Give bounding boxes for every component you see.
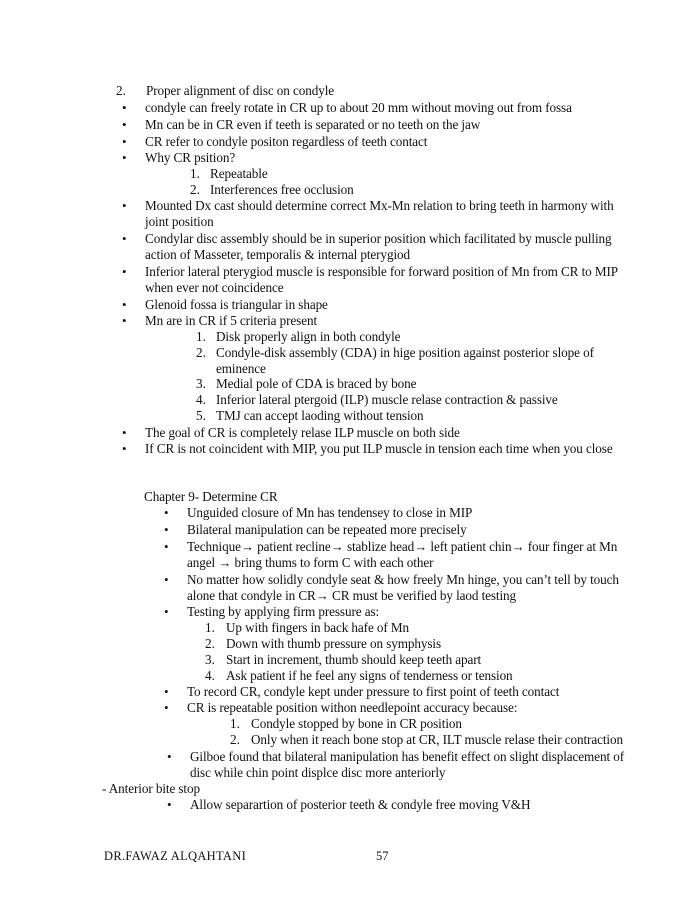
text-line: Gilboe found that bilateral manipulation has benefit effect on slight displacement of xyxy=(190,749,625,764)
text-line: If CR is not coincident with MIP, you put ILP muscle in tension each time when you close xyxy=(145,441,613,456)
list-number: 1. xyxy=(230,716,240,731)
list-number: 1. xyxy=(190,166,200,181)
bullet-marker: • xyxy=(122,100,127,115)
text-line: Mn can be in CR even if teeth is separated or no teeth on the jaw xyxy=(145,117,481,132)
text-line: - Anterior bite stop xyxy=(102,781,200,796)
list-number: 3. xyxy=(205,652,215,667)
text-line: TMJ can accept laoding without tension xyxy=(216,408,424,423)
text-line: Interferences free occlusion xyxy=(210,182,354,197)
text-line: Down with thumb pressure on symphysis xyxy=(226,636,441,651)
bullet-marker: • xyxy=(167,749,172,764)
bullet-marker: • xyxy=(122,297,127,312)
bullet-marker: • xyxy=(122,425,127,440)
text-line: Only when it reach bone stop at CR, ILT muscle relase their contraction xyxy=(251,732,623,747)
bullet-marker: • xyxy=(164,505,169,520)
text-line: eminence xyxy=(216,361,266,376)
bullet-marker: • xyxy=(164,572,169,587)
list-number: 4. xyxy=(205,668,215,683)
text-line: Why CR psition? xyxy=(145,150,236,165)
text-line: Inferior lateral pterygiod muscle is responsible for forward position of Mn from CR to MIP xyxy=(145,264,618,279)
text-line: CR is repeatable position withon needlepoint accuracy because: xyxy=(187,700,518,715)
bullet-marker: • xyxy=(164,684,169,699)
text-line: Condyle stopped by bone in CR position xyxy=(251,716,462,731)
text-line: Up with fingers in back hafe of Mn xyxy=(226,620,410,635)
list-number: 2. xyxy=(205,636,215,651)
text-line: Disk properly align in both condyle xyxy=(216,329,401,344)
list-number: 2. xyxy=(190,182,200,197)
text-line: Glenoid fossa is triangular in shape xyxy=(145,297,328,312)
text-line: Mn are in CR if 5 criteria present xyxy=(145,313,318,328)
text-line: CR refer to condyle positon regardless of teeth contact xyxy=(145,134,428,149)
bullet-marker: • xyxy=(164,539,169,554)
list-number: 1. xyxy=(196,329,206,344)
text-line: No matter how solidly condyle seat & how freely Mn hinge, you can’t tell by touch xyxy=(187,572,619,587)
text-line: action of Masseter, temporalis & internal pterygiod xyxy=(145,247,411,262)
list-number: 5. xyxy=(196,408,206,423)
text-line: Allow separartion of posterior teeth & condyle free moving V&H xyxy=(190,797,531,812)
bullet-marker: • xyxy=(122,198,127,213)
list-number: 1. xyxy=(205,620,215,635)
text-line: Condyle-disk assembly (CDA) in hige position against posterior slope of xyxy=(216,345,594,360)
bullet-marker: • xyxy=(122,313,127,328)
section-heading: Chapter 9- Determine CR xyxy=(144,489,278,504)
text-line: Proper alignment of disc on condyle xyxy=(146,83,335,98)
text-line: Condylar disc assembly should be in superior position which facilitated by muscle pulling xyxy=(145,231,612,246)
bullet-marker: • xyxy=(164,522,169,537)
bullet-marker: • xyxy=(122,264,127,279)
text-line: Mounted Dx cast should determine correct Mx-Mn relation to bring teeth in harmony with xyxy=(145,198,614,213)
bullet-marker: • xyxy=(167,797,172,812)
bullet-marker: • xyxy=(122,117,127,132)
bullet-marker: • xyxy=(122,231,127,246)
bullet-marker: • xyxy=(122,134,127,149)
text-line: Ask patient if he feel any signs of tenderness or tension xyxy=(226,668,513,683)
text-line: alone that condyle in CR→ CR must be verified by laod testing xyxy=(187,588,517,603)
text-line: To record CR, condyle kept under pressure to first point of teeth contact xyxy=(187,684,560,699)
text-line: Testing by applying firm pressure as: xyxy=(187,604,380,619)
text-line: Technique→ patient recline→ stablize head→ left patient chin→ four finger at Mn xyxy=(187,539,618,554)
list-number: 4. xyxy=(196,392,206,407)
text-line: Bilateral manipulation can be repeated more precisely xyxy=(187,522,467,537)
list-number: 2. xyxy=(230,732,240,747)
bullet-marker: • xyxy=(122,150,127,165)
bullet-marker: • xyxy=(164,700,169,715)
footer-author: DR.FAWAZ ALQAHTANI xyxy=(104,849,247,863)
footer-page-number: 57 xyxy=(376,849,389,863)
list-number: 2. xyxy=(196,345,206,360)
bullet-marker: • xyxy=(164,604,169,619)
text-line: Unguided closure of Mn has tendensey to close in MIP xyxy=(187,505,473,520)
text-line: Inferior lateral ptergoid (ILP) muscle relase contraction & passive xyxy=(216,392,558,407)
list-number: 3. xyxy=(196,376,206,391)
text-line: The goal of CR is completely relase ILP muscle on both side xyxy=(145,425,460,440)
list-number: 2. xyxy=(116,83,126,98)
text-line: joint position xyxy=(145,214,214,229)
text-line: condyle can freely rotate in CR up to about 20 mm without moving out from fossa xyxy=(145,100,572,115)
text-line: Repeatable xyxy=(210,166,268,181)
text-line: when ever not coincidence xyxy=(145,280,284,295)
text-line: disc while chin point displce disc more anteriorly xyxy=(190,765,446,780)
text-line: angel → bring thums to form C with each other xyxy=(187,555,434,570)
text-line: Start in increment, thumb should keep teeth apart xyxy=(226,652,482,667)
text-line: Medial pole of CDA is braced by bone xyxy=(216,376,417,391)
bullet-marker: • xyxy=(122,441,127,456)
